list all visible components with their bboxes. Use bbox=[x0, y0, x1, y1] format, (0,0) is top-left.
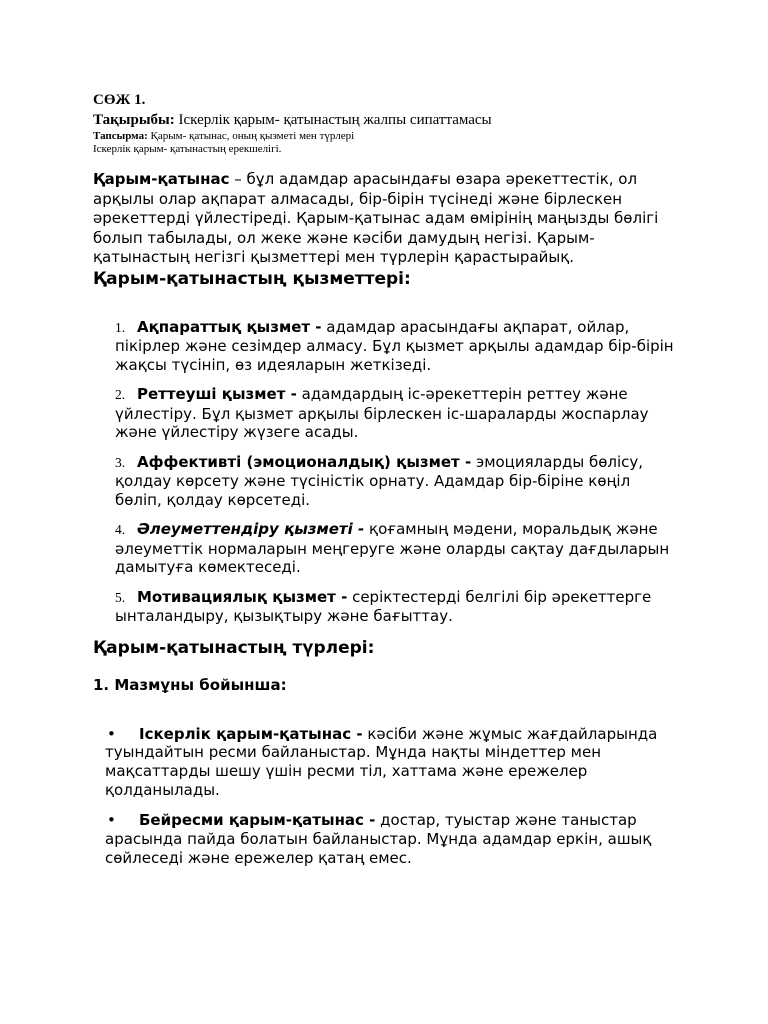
item-number: 5. bbox=[115, 589, 126, 605]
functions-heading: Қарым-қатынастың қызметтері: bbox=[93, 268, 411, 289]
types-subheading: 1. Мазмұны бойынша: bbox=[93, 675, 287, 694]
list-item bbox=[105, 725, 678, 800]
item-number: 1. bbox=[115, 319, 126, 335]
task-line bbox=[93, 130, 678, 143]
list-item bbox=[115, 520, 678, 577]
intro-paragraph bbox=[93, 170, 678, 268]
types-list bbox=[93, 725, 678, 868]
bullet-icon: • bbox=[107, 811, 116, 830]
item-text: достар, туыстар және таныстар арасында пайда болатын байланыстар. Мұнда адамдар еркін, ашық сөйлеседі және ережелер қатаң емес. bbox=[105, 811, 652, 867]
item-number: 4. bbox=[115, 522, 126, 537]
item-text: серіктестерді белгілі бір әрекеттерге ынталандыру, қызықтыру және бағыттау. bbox=[115, 587, 652, 625]
topic-text: Іскерлік қарым- қатынастың жалпы сипаттамасы bbox=[174, 112, 492, 128]
item-text: адамдар арасындағы ақпарат, ойлар, пікірлер және сезімдер алмасу. Бұл қызмет арқылы адамдар бір-бірін жақсы түсініп, өз идеяларын жеткізеді. bbox=[115, 317, 674, 374]
item-name: Іскерлік қарым-қатынас - bbox=[139, 724, 363, 743]
intro-term: Қарым-қатынас bbox=[93, 170, 230, 188]
bullet-icon: • bbox=[107, 724, 116, 743]
intro-text: – бұл адамдар арасындағы өзара әрекеттестік, ол арқылы олар ақпарат алмасады, бір-бірін түсінеді және бірлескен әрекеттерді үйлестіреді. Қарым-қатынас адам өмірінің маңызды бөлігі болып табылады, ол жеке және кәсіби дамудың негізі. Қарым-қатынастың негізгі қызметтері мен түрлерін қарастырайық. bbox=[93, 170, 659, 266]
item-number: 3. bbox=[115, 454, 126, 470]
list-item bbox=[115, 385, 678, 442]
item-text: эмоцияларды бөлісу, қолдау көрсету және түсіністік орнату. Адамдар бір-біріне көңіл бөліп, қолдау көрсетеді. bbox=[115, 452, 644, 509]
document-code: СӨЖ 1. bbox=[93, 92, 146, 108]
functions-list bbox=[93, 318, 678, 626]
task-text: Қарым- қатынас, оның қызметі мен түрлері bbox=[147, 130, 355, 142]
list-item bbox=[115, 588, 678, 626]
task-line-2: Іскерлік қарым- қатынастың ерекшелігі. bbox=[93, 143, 282, 155]
item-text: адамдардың іс-әрекеттерін реттеу және үйлестіру. Бұл қызмет арқылы бірлескен іс-шараларды жоспарлау және үйлестіру жүзеге асады. bbox=[115, 385, 649, 441]
item-number: 2. bbox=[115, 387, 126, 402]
topic-line bbox=[93, 111, 678, 130]
item-name: Бейресми қарым-қатынас - bbox=[139, 811, 376, 830]
item-name: Реттеуші қызмет - bbox=[137, 385, 297, 403]
list-item bbox=[115, 453, 678, 510]
item-text: қоғамның мәдени, моральдық және әлеуметтік нормаларын меңгеруге және оларды сақтау дағдыларын дамытуға көмектеседі. bbox=[115, 520, 670, 576]
item-name: Әлеуметтендіру қызметі - bbox=[137, 520, 365, 538]
list-item bbox=[115, 318, 678, 375]
item-name: Ақпараттық қызмет - bbox=[137, 317, 322, 336]
types-heading: Қарым-қатынастың түрлері: bbox=[93, 637, 375, 658]
item-text: кәсіби және жұмыс жағдайларында туындайтын ресми байланыстар. Мұнда нақты міндеттер мен мақсаттарды шешу үшін ресми тіл, хаттама және ережелер қолданылады. bbox=[105, 724, 658, 799]
item-name: Аффективті (эмоционалдық) қызмет - bbox=[137, 452, 472, 471]
item-name: Мотивациялық қызмет - bbox=[137, 587, 348, 606]
topic-label: Тақырыбы: bbox=[93, 112, 175, 128]
task-label: Тапсырма: bbox=[93, 130, 148, 142]
list-item bbox=[105, 811, 678, 867]
